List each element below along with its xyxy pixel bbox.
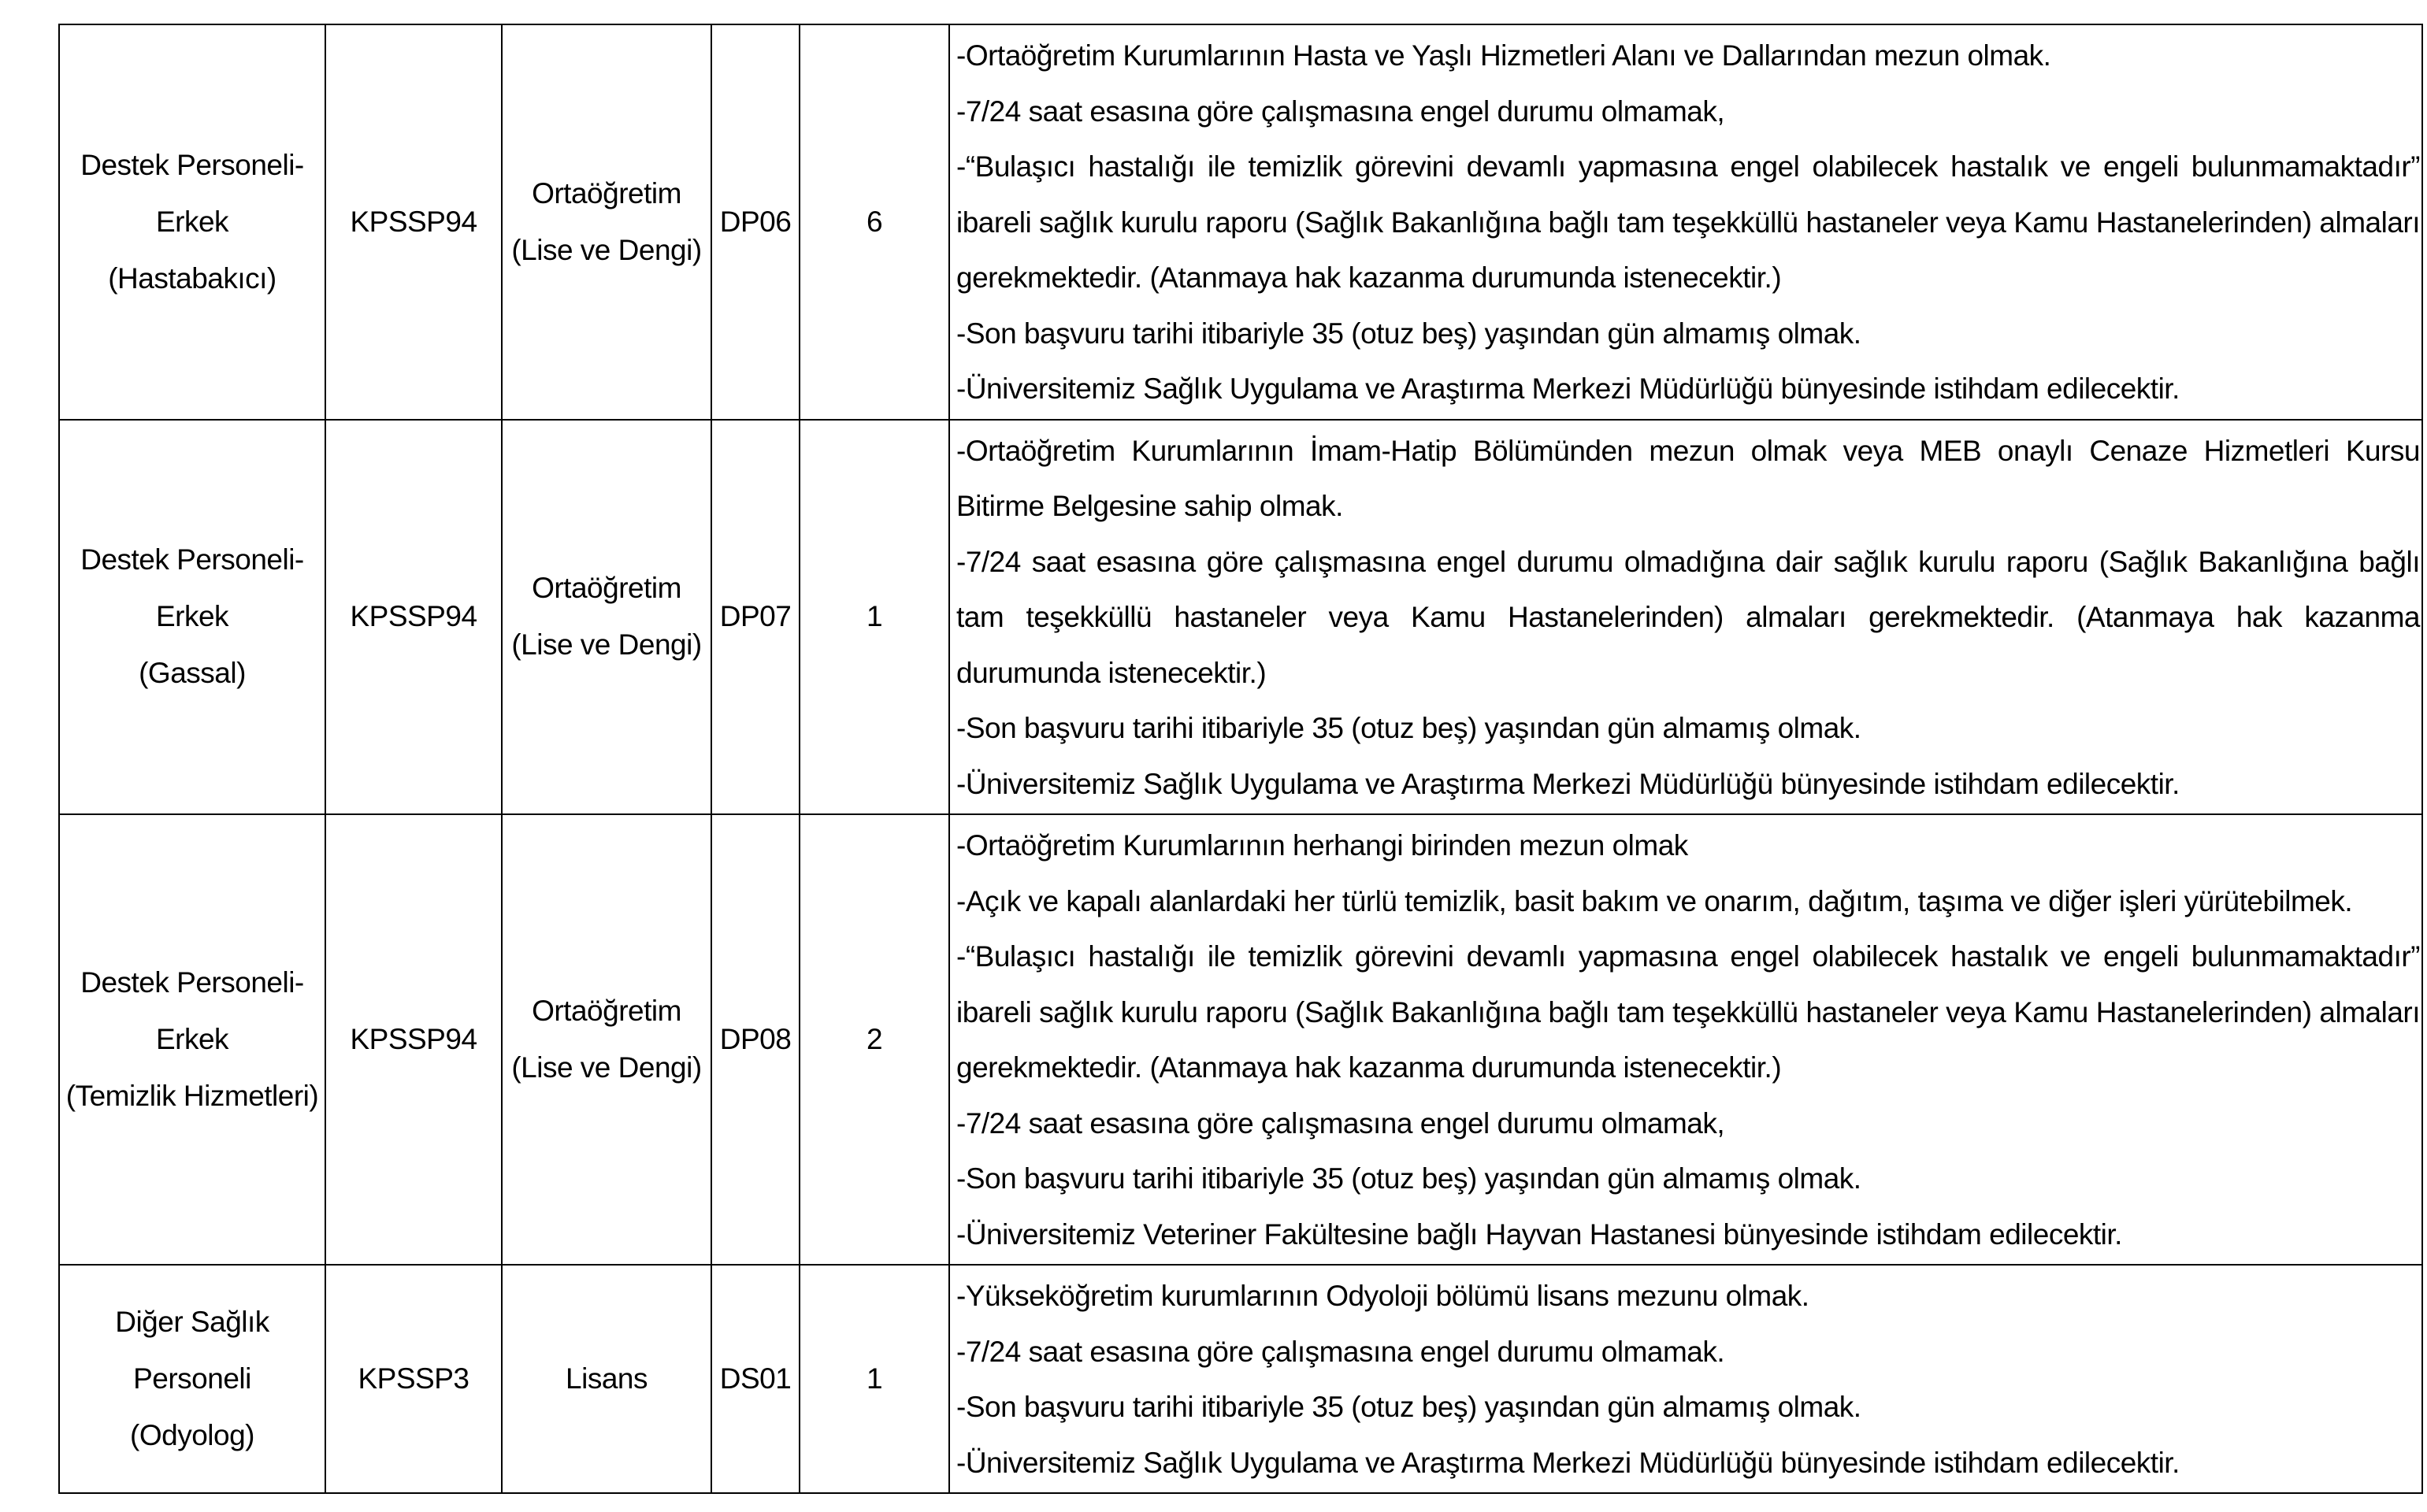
requirement-item: -Üniversitemiz Veteriner Fakültesine bağlı Hayvan Hastanesi bünyesinde istihdam edilecektir.	[956, 1217, 2122, 1251]
table-row	[59, 24, 2422, 420]
requirement-item: -7/24 saat esasına göre çalışmasına engel durumu olmamak,	[956, 1106, 1725, 1140]
position-title-line: (Temizlik Hizmetleri)	[65, 1080, 319, 1112]
table-row	[59, 814, 2422, 1265]
position-code-cell: DS01	[711, 1265, 800, 1493]
requirement-item: -7/24 saat esasına göre çalışmasına engel durumu olmamak.	[956, 1335, 1725, 1368]
requirement-item: -“Bulaşıcı hastalığı ile temizlik görevini devamlı yapmasına engel olabilecek hastalık ve engeli bulunmamaktadır” ibareli sağlık kurulu raporu (Sağlık Bakanlığına bağlı tam teşekküllü hastaneler veya Kamu Hastanelerinden) almaları gerekmektedir. (Atanmaya hak kazanma durumunda istenecektir.)	[956, 940, 2420, 1084]
education-line: Lisans	[566, 1362, 648, 1395]
position-count-cell: 6	[800, 24, 949, 420]
education-line: Ortaöğretim	[532, 176, 681, 209]
requirement-item: -Son başvuru tarihi itibariyle 35 (otuz beş) yaşından gün almamış olmak.	[956, 1162, 1861, 1195]
exam-type-cell: KPSSP94	[325, 420, 502, 815]
education-line: (Lise ve Dengi)	[511, 233, 702, 266]
requirement-item: -Ortaöğretim Kurumlarının Hasta ve Yaşlı Hizmetleri Alanı ve Dallarından mezun olmak.	[956, 39, 2051, 72]
requirement-item: -Son başvuru tarihi itibariyle 35 (otuz beş) yaşından gün almamış olmak.	[956, 317, 1861, 350]
position-title-cell	[59, 24, 325, 420]
position-title-line: Destek Personeli-	[80, 543, 304, 576]
position-title-cell	[59, 420, 325, 815]
requirement-item: -“Bulaşıcı hastalığı ile temizlik görevini devamlı yapmasına engel olabilecek hastalık ve engeli bulunmamaktadır” ibareli sağlık kurulu raporu (Sağlık Bakanlığına bağlı tam teşekküllü hastaneler veya Kamu Hastanelerinden) almaları gerekmektedir. (Atanmaya hak kazanma durumunda istenecektir.)	[956, 150, 2420, 294]
requirement-item: -Son başvuru tarihi itibariyle 35 (otuz beş) yaşından gün almamış olmak.	[956, 712, 1861, 744]
requirement-item: -Üniversitemiz Sağlık Uygulama ve Araştırma Merkezi Müdürlüğü bünyesinde istihdam edilecektir.	[956, 1446, 2180, 1479]
education-line: (Lise ve Dengi)	[511, 1051, 702, 1084]
education-cell	[502, 420, 711, 815]
education-line: Ortaöğretim	[532, 572, 681, 605]
position-code-cell: DP08	[711, 814, 800, 1265]
position-title-line: (Odyolog)	[130, 1419, 254, 1451]
education-cell	[502, 24, 711, 420]
position-title-line: Erkek	[155, 1023, 229, 1055]
requirement-item: -Üniversitemiz Sağlık Uygulama ve Araştırma Merkezi Müdürlüğü bünyesinde istihdam edilecektir.	[956, 767, 2180, 800]
position-title-line: Erkek	[155, 600, 229, 633]
requirements-cell	[949, 814, 2422, 1265]
position-title-line: (Gassal)	[139, 657, 246, 690]
exam-type-cell: KPSSP94	[325, 24, 502, 420]
requirement-item: -Yükseköğretim kurumlarının Odyoloji bölümü lisans mezunu olmak.	[956, 1280, 1809, 1312]
exam-type-cell: KPSSP3	[325, 1265, 502, 1493]
requirement-item: -Üniversitemiz Sağlık Uygulama ve Araştırma Merkezi Müdürlüğü bünyesinde istihdam edilecektir.	[956, 372, 2180, 405]
position-code-cell: DP07	[711, 420, 800, 815]
requirement-item: -Son başvuru tarihi itibariyle 35 (otuz beş) yaşından gün almamış olmak.	[956, 1391, 1861, 1423]
position-title-line: Destek Personeli-	[80, 966, 304, 999]
education-cell	[502, 814, 711, 1265]
position-count-cell: 1	[800, 1265, 949, 1493]
table-row	[59, 1265, 2422, 1493]
position-title-line: (Hastabakıcı)	[108, 261, 276, 295]
requirements-cell	[949, 24, 2422, 420]
requirement-item: -7/24 saat esasına göre çalışmasına engel durumu olmadığına dair sağlık kurulu raporu (Sağlık Bakanlığına bağlı tam teşekküllü hastaneler veya Kamu Hastanelerinden) almaları gerekmektedir. (Atanmaya hak kazanma durumunda istenecektir.)	[956, 545, 2420, 689]
positions-table	[58, 24, 2423, 1494]
education-line: Ortaöğretim	[532, 995, 681, 1027]
exam-type-cell: KPSSP94	[325, 814, 502, 1265]
requirements-cell	[949, 420, 2422, 815]
education-line: (Lise ve Dengi)	[511, 628, 702, 662]
requirement-item: -Ortaöğretim Kurumlarının herhangi birinden mezun olmak	[956, 829, 1688, 862]
requirement-item: -Ortaöğretim Kurumlarının İmam-Hatip Bölümünden mezun olmak veya MEB onaylı Cenaze Hizmetleri Kursu Bitirme Belgesine sahip olmak.	[956, 434, 2420, 522]
requirement-item: -7/24 saat esasına göre çalışmasına engel durumu olmamak,	[956, 94, 1725, 128]
position-title-line: Erkek	[155, 205, 229, 238]
table-row	[59, 420, 2422, 815]
position-title-line: Personeli	[133, 1362, 251, 1395]
position-title-cell	[59, 814, 325, 1265]
position-count-cell: 1	[800, 420, 949, 815]
position-count-cell: 2	[800, 814, 949, 1265]
position-title-cell	[59, 1265, 325, 1493]
education-cell	[502, 1265, 711, 1493]
position-title-line: Diğer Sağlık	[115, 1306, 269, 1338]
position-code-cell: DP06	[711, 24, 800, 420]
requirements-cell	[949, 1265, 2422, 1493]
requirement-item: -Açık ve kapalı alanlardaki her türlü temizlik, basit bakım ve onarım, dağıtım, taşıma ve diğer işleri yürütebilmek.	[956, 884, 2353, 917]
position-title-line: Destek Personeli-	[80, 148, 304, 181]
